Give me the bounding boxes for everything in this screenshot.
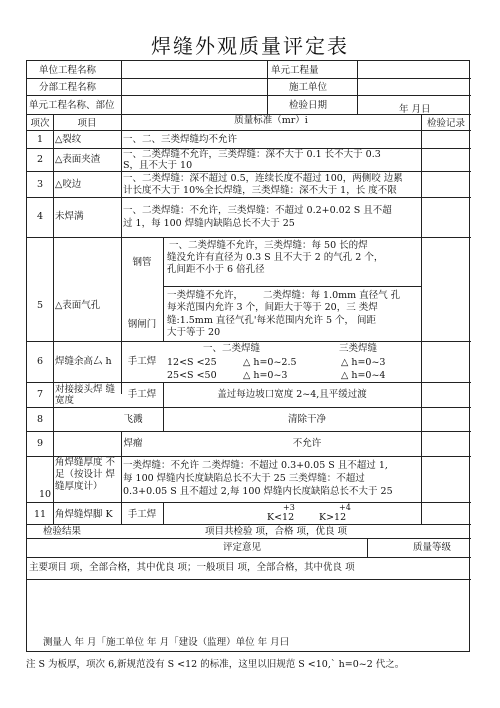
row-standard-line: 计长度不大于 10%全长焊缝，三类焊缝：深不大于 1，长 度不限 [123,185,397,196]
row-standard: 清除干净 [287,414,326,425]
row-standard-line: 一、二类焊缝不允许，三类焊缝：每 50 长的焊 [169,240,368,251]
row-no: 2 [36,154,44,165]
row-standard-line: 一、二类焊缝：不允许，三类焊缝：不超过 0.2+0.02 S 且不超 [123,205,392,216]
evaluation-label: 评定意见 [223,542,262,553]
grade-label: 质量等级 [413,542,452,553]
row-standard-line: 一、二类焊缝不允许，三类焊缝：深不大于 0.1 长不大于 0.3 [123,149,381,160]
result-summary: 项目共检验 项，合格 项，优良 项 [205,526,348,537]
col-standard-header: 质量标准（mr）i [234,115,308,126]
row-no: 10 [39,489,52,500]
constructor-label: 施工单位 [289,82,328,93]
row-standard-line: 每米范围内允许 3 个，间距大于等于 20，三 类焊 [167,302,378,313]
k-large: K>12 [319,512,347,523]
row-standard-line: 0.3+0.05 S 且不超过 2,每 100 焊缝内长度缺陷总长不大于 25 [123,486,393,497]
evaluation-text: 主要项目 项，全部合格，其中优良 项；一般项目 项，全部合格，其中优良 项 [29,562,355,573]
row-standard-line: 缝:1.5mm 直径气孔'每米范围内允许 5 个， 间距 [167,315,377,326]
row-no: 3 [36,179,44,190]
value-b3: △ h=0~4 [341,370,386,381]
row-item: △咬边 [55,179,82,190]
row-standard-line: 二类焊缝：每 1.0mm 直径气 孔 [263,290,401,301]
quality-evaluation-table [26,60,470,652]
row-no: 8 [36,414,44,425]
inspect-date-label: 检验日期 [289,100,328,111]
k-small: K<12 [267,512,295,523]
row-no: 4 [36,211,44,222]
range-a: 12<S <25 [167,357,217,368]
row-standard-line: 大于等于 20 [167,327,221,338]
result-label: 检验结果 [43,526,82,537]
row-item: 未焊满 [55,211,84,222]
row-standard: 一、二、三类焊缝均不允许 [123,134,238,145]
row-item: 缝厚度计） [55,481,103,492]
row-standard-line: 一类焊缝：不允许 二类焊缝：不超过 0.3+0.05 S 且不超过 1, [123,460,388,471]
class3-header: 三类焊缝 [339,343,378,354]
row-standard-line: 过 1，每 100 焊缝内缺陷总长不大于 25 [123,218,295,229]
sub-item-manual-weld: 手工焊 [127,509,157,520]
unit-project-label: 单位工程名称 [39,65,97,76]
col-item-header: 项目 [77,118,97,129]
row-standard-line: 一、二类焊缝：深不超过 0.5，连续长度不超过 100，两侧咬 边累 [123,173,403,184]
row-no: 6 [36,356,44,367]
row-no: 11 [33,509,47,520]
class12-header: 一、二类焊缝 [203,343,261,354]
row-item: 焊瘤 [123,438,143,449]
signature-line: 测量人 年 月「施工单位 年 月「建设（监理）单位 年 月曰 [43,637,290,648]
row-item: 角焊缝厚度 不 [55,457,116,468]
row-standard-line: 每 100 焊缝内长度缺陷总长不大于 25 三类焊缝：不超过 [123,473,365,484]
row-item: 足（按设计 焊 [55,469,116,480]
value-a12: △ h=0~2.5 [243,357,297,368]
unit-work-label: 单元工程量 [271,65,319,76]
row-standard: 盖过每边坡口宽度 2~4,且平缓过渡 [217,389,367,400]
row-standard: 不允许 [292,438,322,449]
footnote: 注 S 为板厚，项次 6,新规范没有 S <12 的标准，这里以旧规范 S <10,` h=0~2 代之。 [26,659,405,670]
row-item: △表面夹渣 [55,154,101,165]
date-value: 年 月日 [399,104,431,115]
tolerance-small: +3 [283,503,295,512]
row-item: △表面气孔 [55,300,101,311]
col-record-header: 检验记录 [426,118,465,129]
unit-work-part-label: 单元工程名称、部位 [29,100,115,111]
sub-item-manual-weld: 手工焊 [127,356,157,367]
row-no: 9 [36,438,44,449]
row-item: 宽度 [55,395,75,406]
row-no: 7 [36,389,44,400]
row-item: △裂纹 [55,134,82,145]
row-no: 1 [36,134,44,145]
range-b: 25<S <50 [167,370,217,381]
tolerance-large: +4 [339,503,351,512]
sub-project-label: 分部工程名称 [39,82,97,93]
page-title: 焊缝外观质量评定表 [151,34,349,58]
value-a3: △ h=0~3 [341,357,386,368]
row-item: 焊缝余高厶 h [55,356,112,367]
row-standard-line: 一类焊缝不允许， [167,290,244,301]
row-item: 对接接头焊 缝 [55,384,116,395]
row-standard-line: S，且不大于 10 [123,160,193,171]
row-standard-line: 缝没允许有直径为 0.3 S 且不大于 2 的气孔 2 个， [167,252,384,263]
col-no-header: 项次 [30,118,50,129]
row-standard-line: 孔间距不小于 6 倍孔径 [167,264,265,275]
sub-item-manual-weld: 手工焊 [127,389,157,400]
row-no: 5 [36,300,44,311]
sub-item-steel-gate: 钢闸门 [127,319,157,330]
row-item: 飞溅 [123,414,143,425]
sub-item-steel-pipe: 钢管 [132,257,152,268]
row-item: 角焊缝焊脚 K [55,509,113,520]
value-b12: △ h=0~3 [243,370,288,381]
